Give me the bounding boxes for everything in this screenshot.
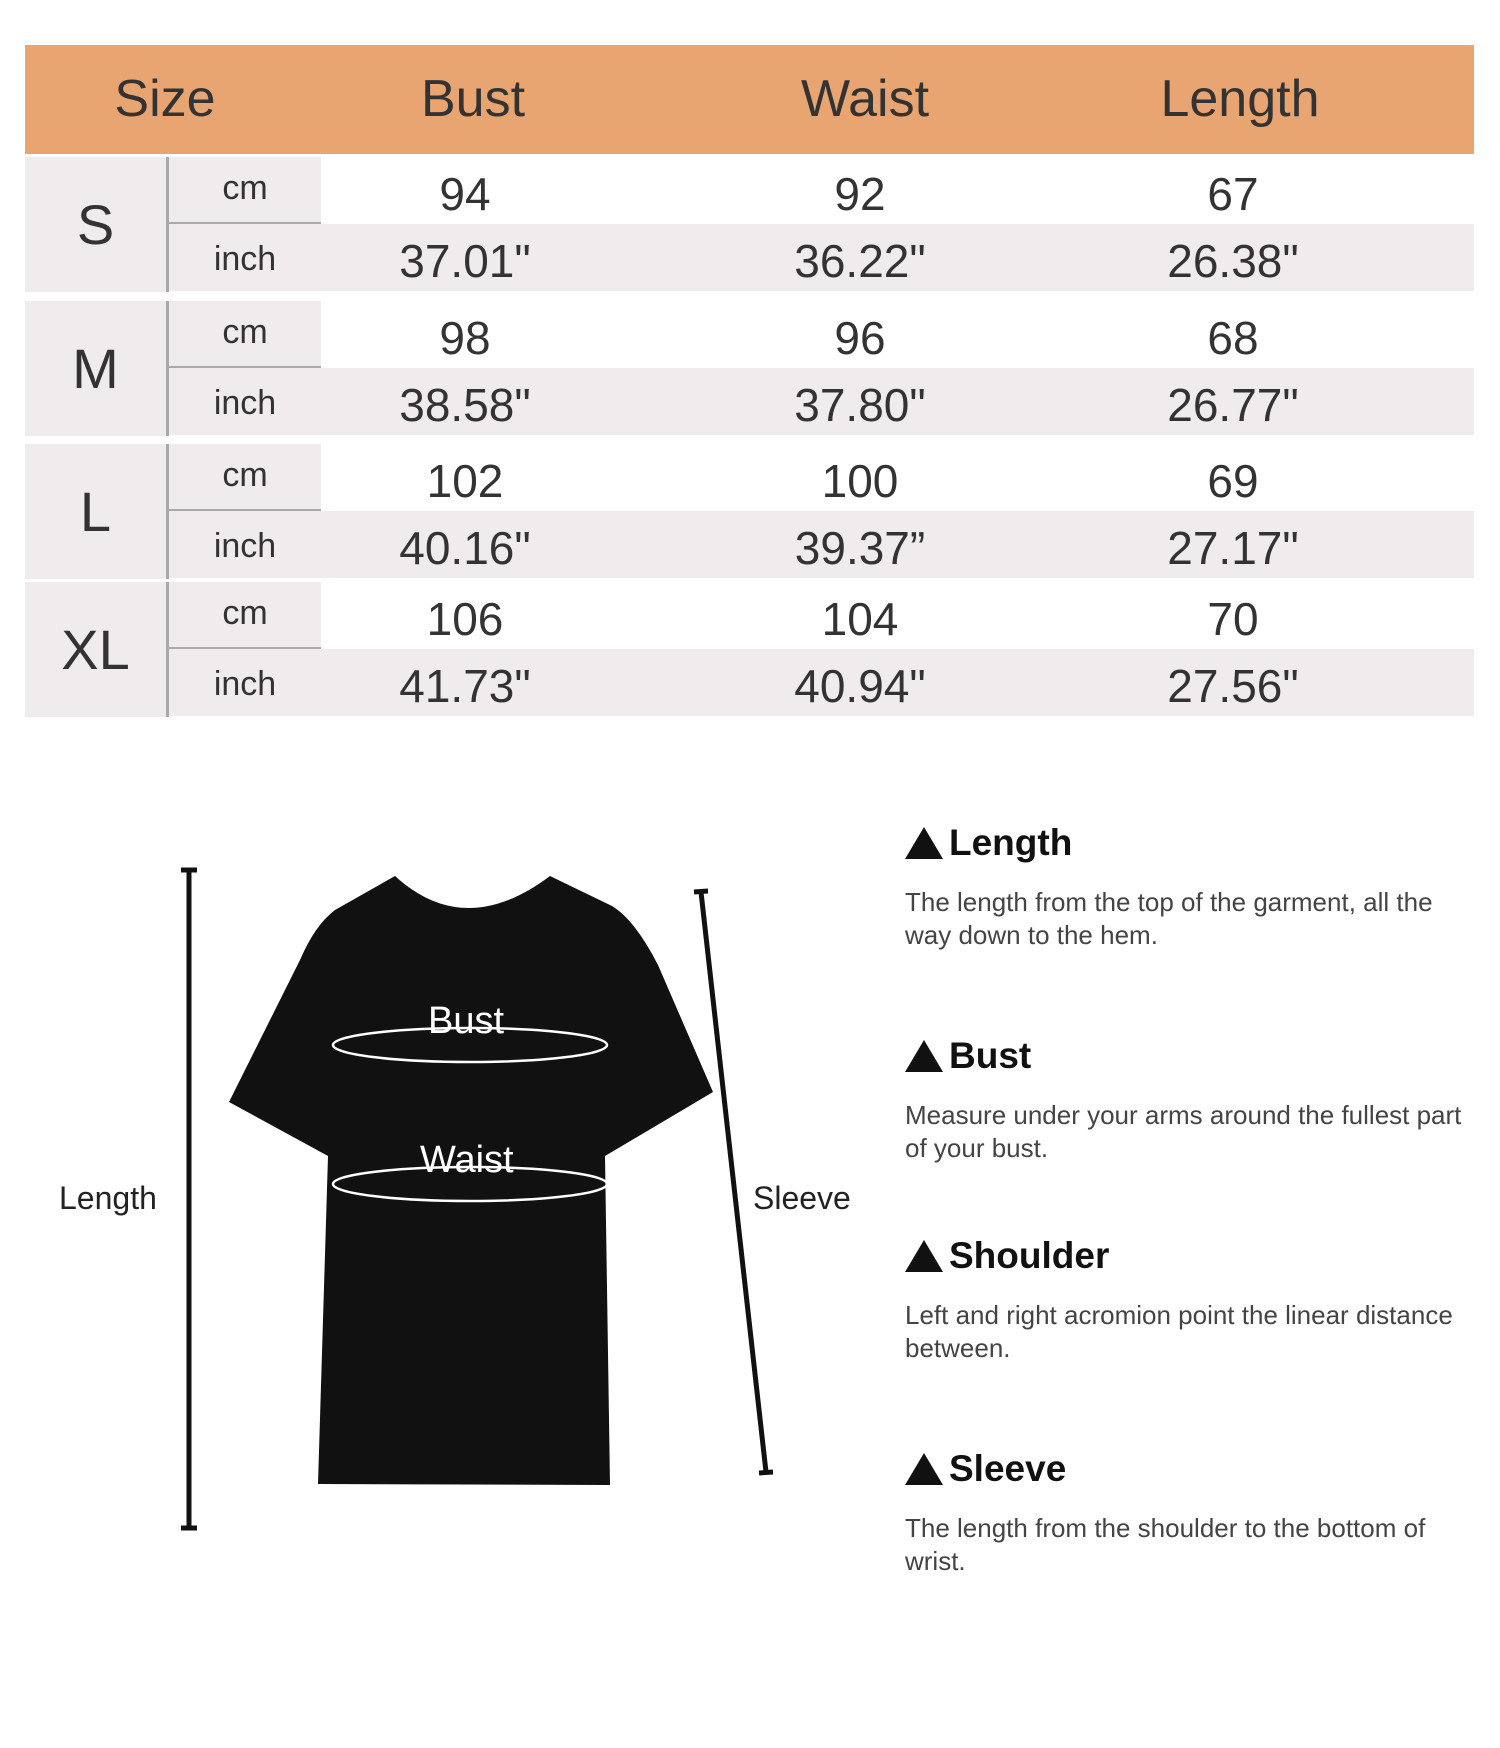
size-group-xl — [25, 582, 1474, 717]
unit-label: inch — [213, 665, 277, 703]
length-value: 27.56" — [1167, 660, 1299, 712]
length-value: 27.17" — [1167, 522, 1299, 574]
size-group-s — [25, 157, 1474, 292]
bust-value: 94 — [439, 168, 491, 220]
unit-label: inch — [213, 384, 277, 422]
table-row — [25, 301, 1474, 368]
sleeve-diagram-label: Sleeve — [753, 1180, 851, 1216]
size-label: L — [25, 444, 166, 579]
description-title: Length — [949, 822, 1073, 863]
table-row — [25, 582, 1474, 649]
unit-label: inch — [213, 240, 277, 278]
description-text: Left and right acromion point the linear distance between. — [905, 1300, 1453, 1363]
length-value: 67 — [1207, 168, 1259, 220]
bust-value: 41.73" — [399, 660, 531, 712]
waist-value: 37.80" — [794, 379, 926, 431]
size-label: M — [25, 301, 166, 436]
description-text: The length from the top of the garment, all the way down to the hem. — [905, 887, 1433, 950]
header-size: Size — [114, 70, 216, 128]
length-measure-line — [181, 870, 197, 1528]
header-bust: Bust — [420, 70, 526, 128]
waist-value: 40.94" — [794, 660, 926, 712]
bust-value: 38.58" — [399, 379, 531, 431]
size-group-m — [25, 301, 1474, 436]
waist-diagram-label: Waist — [420, 1139, 514, 1181]
unit-label: cm — [222, 313, 268, 351]
waist-value: 39.37” — [794, 522, 926, 574]
header-waist: Waist — [800, 70, 930, 128]
description-text: Measure under your arms around the fullest part of your bust. — [905, 1100, 1462, 1163]
bust-diagram-label: Bust — [428, 1000, 505, 1042]
size-label: S — [25, 157, 166, 292]
description-title: Shoulder — [949, 1235, 1110, 1276]
table-row — [25, 368, 1474, 435]
size-group-l — [25, 444, 1474, 579]
description-title: Bust — [949, 1035, 1032, 1076]
table-row — [25, 511, 1474, 578]
length-diagram-label: Length — [59, 1180, 157, 1216]
bust-value: 102 — [426, 455, 504, 507]
triangle-up-icon — [905, 1040, 943, 1072]
bust-value: 106 — [426, 593, 504, 645]
bust-value: 40.16" — [399, 522, 531, 574]
table-row — [25, 224, 1474, 291]
unit-label: cm — [222, 169, 268, 207]
description-bust — [905, 1035, 1465, 1165]
bust-value: 98 — [439, 312, 491, 364]
header-length: Length — [1160, 70, 1320, 128]
bust-value: 37.01" — [399, 235, 531, 287]
waist-value: 96 — [834, 312, 886, 364]
waist-value: 92 — [834, 168, 886, 220]
size-label: XL — [25, 582, 166, 717]
length-value: 68 — [1207, 312, 1259, 364]
waist-value: 100 — [821, 455, 899, 507]
length-value: 26.77" — [1167, 379, 1299, 431]
triangle-up-icon — [905, 827, 943, 859]
description-text: The length from the shoulder to the bottom of wrist. — [905, 1513, 1426, 1576]
triangle-up-icon — [905, 1240, 943, 1272]
waist-value: 104 — [821, 593, 899, 645]
length-value: 26.38" — [1167, 235, 1299, 287]
table-row — [25, 444, 1474, 511]
length-value: 69 — [1207, 455, 1259, 507]
measurement-diagram — [0, 840, 900, 1540]
description-title: Sleeve — [949, 1448, 1067, 1489]
unit-label: cm — [222, 594, 268, 632]
unit-label: cm — [222, 456, 268, 494]
table-row — [25, 157, 1474, 224]
description-shoulder — [905, 1235, 1465, 1365]
triangle-up-icon — [905, 1453, 943, 1485]
waist-value: 36.22" — [794, 235, 926, 287]
size-table — [25, 45, 1474, 717]
table-row — [25, 649, 1474, 716]
length-value: 70 — [1207, 593, 1259, 645]
table-header — [25, 45, 1474, 154]
description-sleeve — [905, 1448, 1465, 1578]
unit-label: inch — [213, 527, 277, 565]
description-length — [905, 822, 1465, 952]
